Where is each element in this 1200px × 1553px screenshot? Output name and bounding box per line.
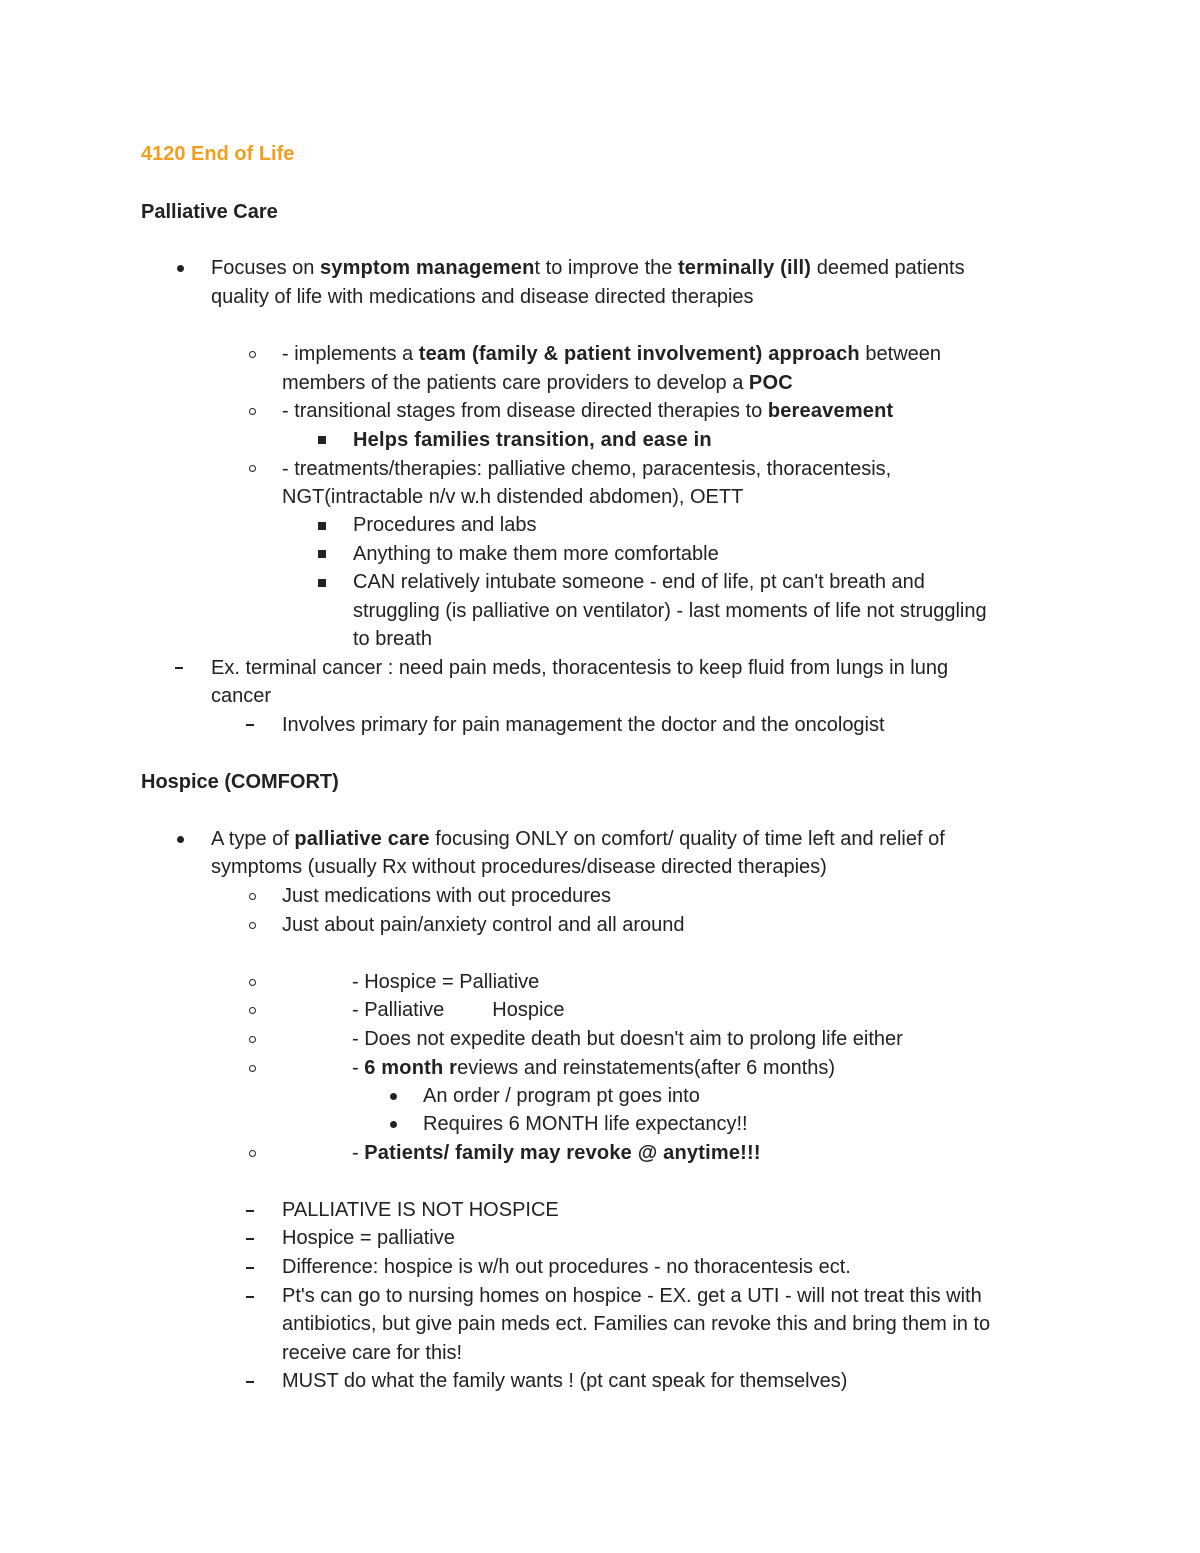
document-title: 4120 End of Life: [141, 143, 295, 165]
section-heading-palliative: Palliative Care: [141, 201, 278, 223]
bullet-dot-icon: [177, 836, 184, 843]
palliative-sub-3-item-1: Procedures and labs: [353, 514, 537, 536]
palliative-bullet-1: Focuses on symptom management to improve the terminally (ill) deemed patients: [211, 257, 965, 279]
palliative-sub-2-sub: Helps families transition, and ease in: [353, 429, 712, 451]
hospice-note-4: Pt's can go to nursing homes on hospice - EX. get a UTI - will not treat this with: [282, 1285, 982, 1307]
bullet-circle-icon: [249, 1150, 256, 1157]
bullet-circle-icon: [249, 979, 256, 986]
hospice-note-4-line3: receive care for this!: [282, 1342, 463, 1364]
hospice-sub-6-item-2: Requires 6 MONTH life expectancy!!: [423, 1113, 748, 1135]
bullet-dash-icon: [246, 1296, 254, 1298]
hospice-note-5: MUST do what the family wants ! (pt cant speak for themselves): [282, 1370, 848, 1392]
palliative-sub-3-item-2: Anything to make them more comfortable: [353, 543, 719, 565]
hospice-sub-6: - 6 month reviews and reinstatements(after 6 months): [352, 1057, 836, 1079]
palliative-example: Ex. terminal cancer : need pain meds, thoracentesis to keep fluid from lungs in lung: [211, 657, 949, 679]
bullet-dash-icon: [246, 1238, 254, 1240]
bullet-circle-icon: [249, 1065, 256, 1072]
bullet-dash-icon: [246, 1267, 254, 1269]
palliative-sub-1-line2: members of the patients care providers to develop a POC: [282, 372, 793, 394]
palliative-example-sub: Involves primary for pain management the doctor and the oncologist: [282, 714, 885, 736]
bullet-dash-icon: [246, 1381, 254, 1383]
palliative-bullet-1-line2: quality of life with medications and disease directed therapies: [211, 286, 754, 308]
bullet-dash-icon: [175, 667, 183, 669]
bullet-circle-icon: [249, 465, 256, 472]
hospice-bullet-1: A type of palliative care focusing ONLY on comfort/ quality of time left and relief of: [211, 828, 945, 850]
bullet-circle-icon: [249, 351, 256, 358]
hospice-sub-7: - Patients/ family may revoke @ anytime!!!: [352, 1142, 761, 1164]
palliative-sub-3-line2: NGT(intractable n/v w.h distended abdomen), OETT: [282, 486, 744, 508]
bullet-dot-icon: [390, 1121, 397, 1128]
hospice-sub-6-item-1: An order / program pt goes into: [423, 1085, 700, 1107]
section-heading-hospice: Hospice (COMFORT): [141, 771, 339, 793]
bullet-circle-icon: [249, 1007, 256, 1014]
bullet-circle-icon: [249, 1036, 256, 1043]
hospice-bullet-1-line2: symptoms (usually Rx without procedures/disease directed therapies): [211, 856, 827, 878]
palliative-sub-3-item-3-line2: struggling (is palliative on ventilator) - last moments of life not struggling: [353, 600, 987, 622]
hospice-sub-2: Just about pain/anxiety control and all around: [282, 914, 685, 936]
bullet-square-icon: [318, 550, 326, 558]
bullet-circle-icon: [249, 893, 256, 900]
bullet-dash-icon: [246, 1210, 254, 1212]
palliative-example-line2: cancer: [211, 685, 272, 707]
hospice-sub-3: - Hospice = Palliative: [352, 971, 540, 993]
palliative-sub-3: - treatments/therapies: palliative chemo, paracentesis, thoracentesis,: [282, 458, 892, 480]
hospice-sub-4: - Palliative Hospice: [352, 999, 565, 1021]
palliative-sub-2: - transitional stages from disease directed therapies to bereavement: [282, 400, 894, 422]
hospice-note-3: Difference: hospice is w/h out procedures - no thoracentesis ect.: [282, 1256, 851, 1278]
palliative-sub-1: - implements a team (family & patient involvement) approach between: [282, 343, 942, 365]
bullet-square-icon: [318, 436, 326, 444]
palliative-sub-3-item-3: CAN relatively intubate someone - end of life, pt can't breath and: [353, 571, 925, 593]
hospice-sub-1: Just medications with out procedures: [282, 885, 612, 907]
bullet-circle-icon: [249, 408, 256, 415]
bullet-square-icon: [318, 522, 326, 530]
bullet-dot-icon: [177, 265, 184, 272]
palliative-sub-3-item-3-line3: to breath: [353, 628, 432, 650]
bullet-dash-icon: [246, 724, 254, 726]
hospice-note-2: Hospice = palliative: [282, 1227, 455, 1249]
bullet-square-icon: [318, 579, 326, 587]
bullet-dot-icon: [390, 1093, 397, 1100]
hospice-sub-5: - Does not expedite death but doesn't aim to prolong life either: [352, 1028, 903, 1050]
bullet-circle-icon: [249, 922, 256, 929]
hospice-note-4-line2: antibiotics, but give pain meds ect. Families can revoke this and bring them in to: [282, 1313, 991, 1335]
hospice-note-1: PALLIATIVE IS NOT HOSPICE: [282, 1199, 559, 1221]
